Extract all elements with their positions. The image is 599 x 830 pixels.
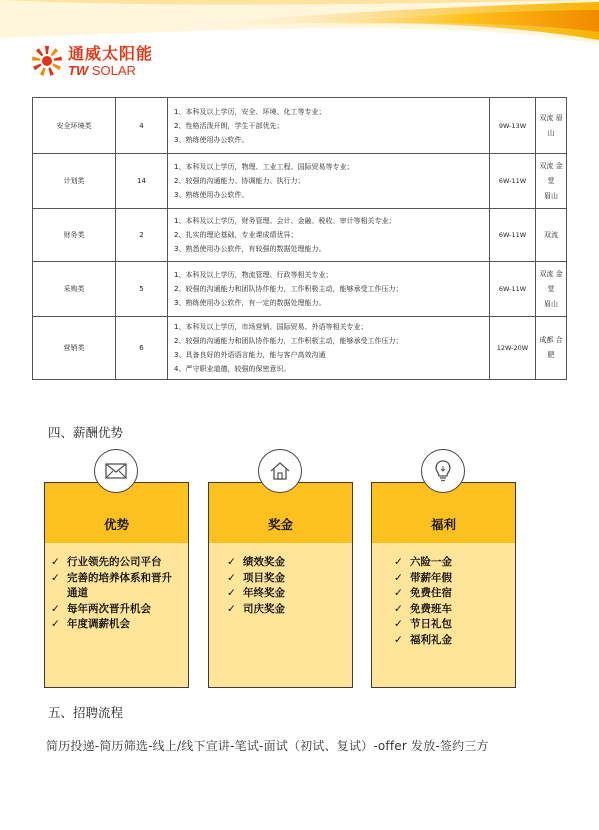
job-headcount: 14 [116,154,168,209]
job-row [33,262,567,317]
job-category: 安全环境类 [33,98,116,154]
job-salary: 12W-20W [490,317,536,380]
job-category: 营销类 [33,317,116,380]
job-location [536,154,567,209]
check-icon: ✓ [51,556,60,568]
check-icon: ✓ [227,587,236,599]
job-row [33,98,567,154]
requirement-line: 1、本科及以上学历，物理、工业工程、国际贸易等专业； [174,163,354,171]
benefit-text: 六险一金 [410,556,452,568]
job-headcount: 4 [116,98,168,154]
job-headcount: 6 [116,317,168,380]
sun-logo-icon [30,44,64,78]
job-location [536,262,567,317]
job-headcount: 5 [116,262,168,317]
benefit-text: 年度调薪机会 [67,618,130,630]
envelope-icon-badge [94,449,138,493]
job-row [33,317,567,380]
benefit-item [227,586,346,602]
requirement-line: 1、本科及以上学历，市场营销、国际贸易、外语等相关专业； [174,323,368,331]
benefit-text: 绩效奖金 [243,556,285,568]
benefit-text: 免费住宿 [410,587,452,599]
benefit-item [394,633,509,649]
brand-name-cn: 通威太阳能 [68,43,154,63]
location-line: 眉山 [544,191,558,200]
benefit-text: 项目奖金 [243,571,285,584]
requirement-line: 2、较强的沟通能力和团队协作能力，工作积极主动，能够承受工作压力； [174,337,403,345]
benefit-text: 每年两次晋升机会 [67,602,151,615]
job-category: 计划类 [33,154,116,209]
check-icon: ✓ [51,571,60,584]
job-category: 财务类 [33,209,116,262]
bonus-card [208,482,353,688]
job-requirements [168,262,490,317]
requirement-line: 3、具备良好的外语语言能力，能与客户高效沟通 [174,351,326,359]
check-icon: ✓ [51,618,60,630]
benefit-item [227,571,346,587]
benefit-text: 节日礼包 [410,618,452,630]
job-salary: 6W-11W [490,262,536,317]
requirement-line: 1、本科及以上学历，安全、环境、化工等专业； [174,107,326,116]
job-location [536,209,567,262]
benefit-text: 司庆奖金 [243,602,285,615]
section-title-process: 五、招聘流程 [48,705,124,720]
benefit-item [394,586,509,602]
job-positions-table [32,97,567,380]
location-line: 眉山 [544,299,558,308]
job-location [536,98,567,154]
job-requirements [168,209,490,262]
location-line: 双流 金堂 [539,269,563,293]
check-icon: ✓ [394,618,403,630]
job-requirements [168,98,490,154]
house-icon-badge [258,449,302,493]
check-icon: ✓ [394,602,403,615]
requirement-line: 2、较强的沟通能力、协调能力、执行力； [174,177,305,185]
location-line: 双流 [544,230,558,239]
card-title: 奖金 [267,517,293,532]
benefit-item [51,617,182,633]
requirement-line: 3、熟练使用办公软件。 [174,135,249,144]
benefit-item [51,555,182,571]
welfare-card [371,482,516,688]
brand-logo [30,44,153,78]
job-location [536,317,567,380]
check-icon: ✓ [394,571,403,584]
job-requirements [168,317,490,380]
card-title: 福利 [430,517,456,532]
benefit-text: 带薪年假 [410,571,452,584]
lightbulb-icon [433,459,453,483]
requirement-line: 3、熟悉使用办公软件，有较强的数据处理能力。 [174,245,326,253]
check-icon: ✓ [394,587,403,599]
requirement-line: 3、熟练使用办公软件，有一定的数据处理能力。 [174,299,326,307]
benefit-item [227,602,346,618]
job-row [33,209,567,262]
requirement-line: 1、本科及以上学历，财务管理、会计、金融、税收、审计等相关专业； [174,217,396,225]
location-line: 双流 金堂 [539,161,563,185]
benefit-item [227,555,346,571]
benefit-text: 年终奖金 [243,587,285,599]
benefit-text: 完善的培养体系和晋升通道 [67,571,172,599]
check-icon: ✓ [51,602,60,615]
location-line: 双流 眉山 [539,113,563,137]
requirement-line: 2、较强的沟通能力和团队协作能力，工作积极主动，能够承受工作压力； [174,285,403,293]
house-icon [269,461,291,481]
check-icon: ✓ [227,571,236,584]
brand-name-en: TW SOLAR [68,62,136,78]
location-line: 成都 合肥 [539,336,563,359]
requirement-line: 2、性格活泼开朗，学生干部优先； [174,121,284,130]
check-icon: ✓ [394,633,403,646]
benefit-item [51,571,182,602]
job-salary: 6W-11W [490,209,536,262]
benefit-item [394,571,509,587]
requirement-line: 4、严守职业道德，较强的保密意识。 [174,365,291,373]
check-icon: ✓ [227,602,236,615]
benefit-item [394,555,509,571]
requirement-line: 1、本科及以上学历，物流管理、行政等相关专业； [174,271,333,279]
benefit-item [394,602,509,618]
envelope-icon [105,462,127,480]
card-title: 优势 [103,517,129,532]
job-requirements [168,154,490,209]
job-salary: 9W-13W [490,98,536,154]
recruitment-process-text: 简历投递-简历筛选-线上/线下宣讲-笔试-面试（初试、复试）-offer 发放-签约三方 [46,739,489,753]
check-icon: ✓ [227,556,236,568]
job-salary: 6W-11W [490,154,536,209]
job-row [33,154,567,209]
benefit-text: 免费班车 [410,602,452,615]
benefit-item [51,602,182,618]
benefit-text: 福利礼金 [410,633,452,646]
benefit-item [394,617,509,633]
lightbulb-icon-badge [421,449,465,493]
requirement-line: 3、熟练使用办公软件。 [174,191,249,199]
requirement-line: 2、扎实的理论基础，专业课成绩优异； [174,231,298,239]
advantage-card [44,482,189,688]
section-title-salary: 四、薪酬优势 [48,425,124,440]
benefit-text: 行业领先的公司平台 [67,556,162,568]
check-icon: ✓ [394,556,403,568]
job-category: 采购类 [33,262,116,317]
job-headcount: 2 [116,209,168,262]
